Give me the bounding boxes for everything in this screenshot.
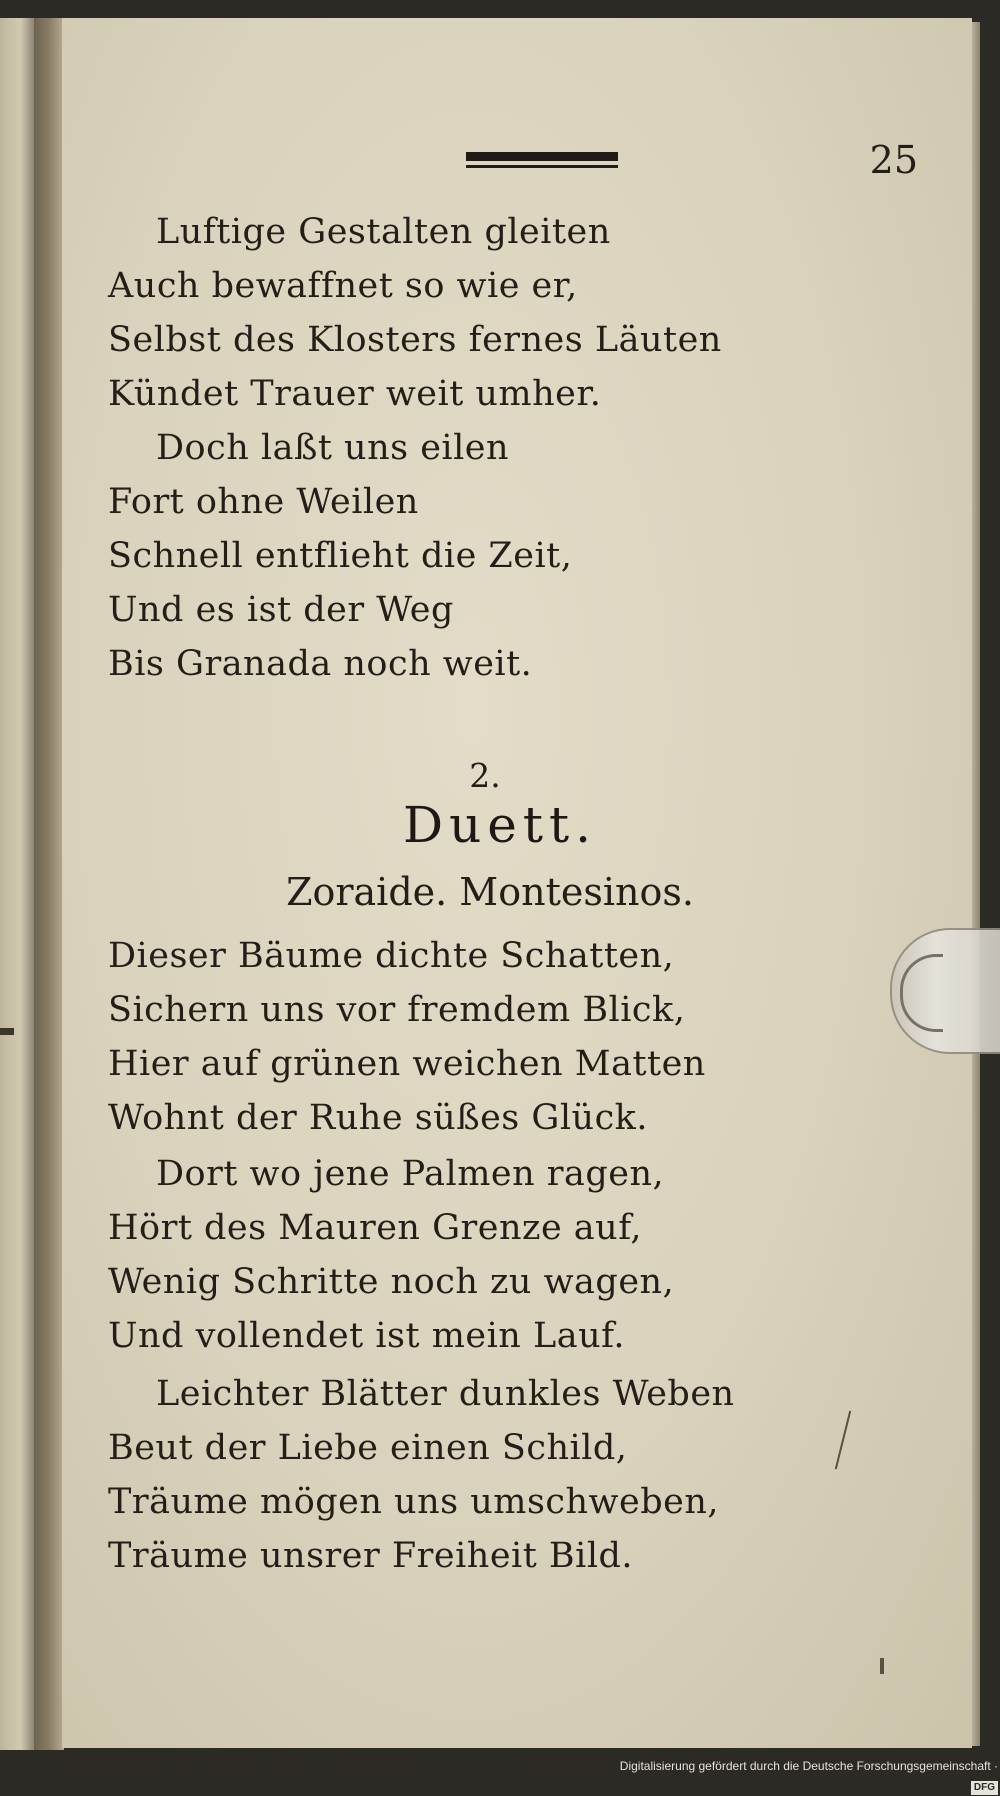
dfg-badge: DFG [971,1781,998,1795]
verse-line: Selbst des Klosters fernes Läuten [108,320,722,360]
verse-line: Bis Granada noch weit. [108,644,533,684]
pencil-mark [835,1411,851,1470]
character-names: Zoraide. Montesinos. [286,870,694,914]
verse-line: Doch laßt uns eilen [156,428,510,468]
verse-line: Leichter Blätter dunkles Weben [156,1374,735,1414]
verse-line: Auch bewaffnet so wie er, [108,266,578,306]
page-edge [972,22,980,1746]
verse-line: Hört des Mauren Grenze auf, [108,1208,643,1248]
page-clip-tab [890,928,1000,1054]
verse-line: Wohnt der Ruhe süßes Glück. [108,1098,649,1138]
header-rule-thin [466,165,618,168]
ink-speck [880,1658,884,1674]
verse-line: Kündet Trauer weit umher. [108,374,602,414]
ink-mark [0,1028,14,1035]
verse-line: Sichern uns vor fremdem Blick, [108,990,686,1030]
credit-text: Digitalisierung gefördert durch die Deutsche Forschungsgemeinschaft · [619,1759,998,1773]
page-number: 25 [869,138,918,182]
verse-line: Wenig Schritte noch zu wagen, [108,1262,675,1302]
book-spine [34,18,64,1750]
verse-line: Und es ist der Weg [108,590,454,630]
verse-line: Träume unsrer Freiheit Bild. [108,1536,634,1576]
section-number: 2. [469,756,501,795]
section-title: Duett. [403,796,597,854]
verse-line: Träume mögen uns umschweben, [108,1482,720,1522]
verse-line: Dort wo jene Palmen ragen, [156,1154,665,1194]
verse-line: Und vollendet ist mein Lauf. [108,1316,625,1356]
verse-line: Luftige Gestalten gleiten [156,212,611,252]
verse-line: Schnell entflieht die Zeit, [108,536,573,576]
page-clip-ring [900,954,943,1032]
header-rule-thick [466,152,618,161]
digitization-credit [600,1756,998,1793]
verse-line: Dieser Bäume dichte Schatten, [108,936,675,976]
verse-line: Beut der Liebe einen Schild, [108,1428,628,1468]
verse-line: Fort ohne Weilen [108,482,419,522]
verse-line: Hier auf grünen weichen Matten [108,1044,706,1084]
book-page [62,18,972,1748]
previous-page-edge [0,18,34,1750]
header-rule [466,152,618,172]
